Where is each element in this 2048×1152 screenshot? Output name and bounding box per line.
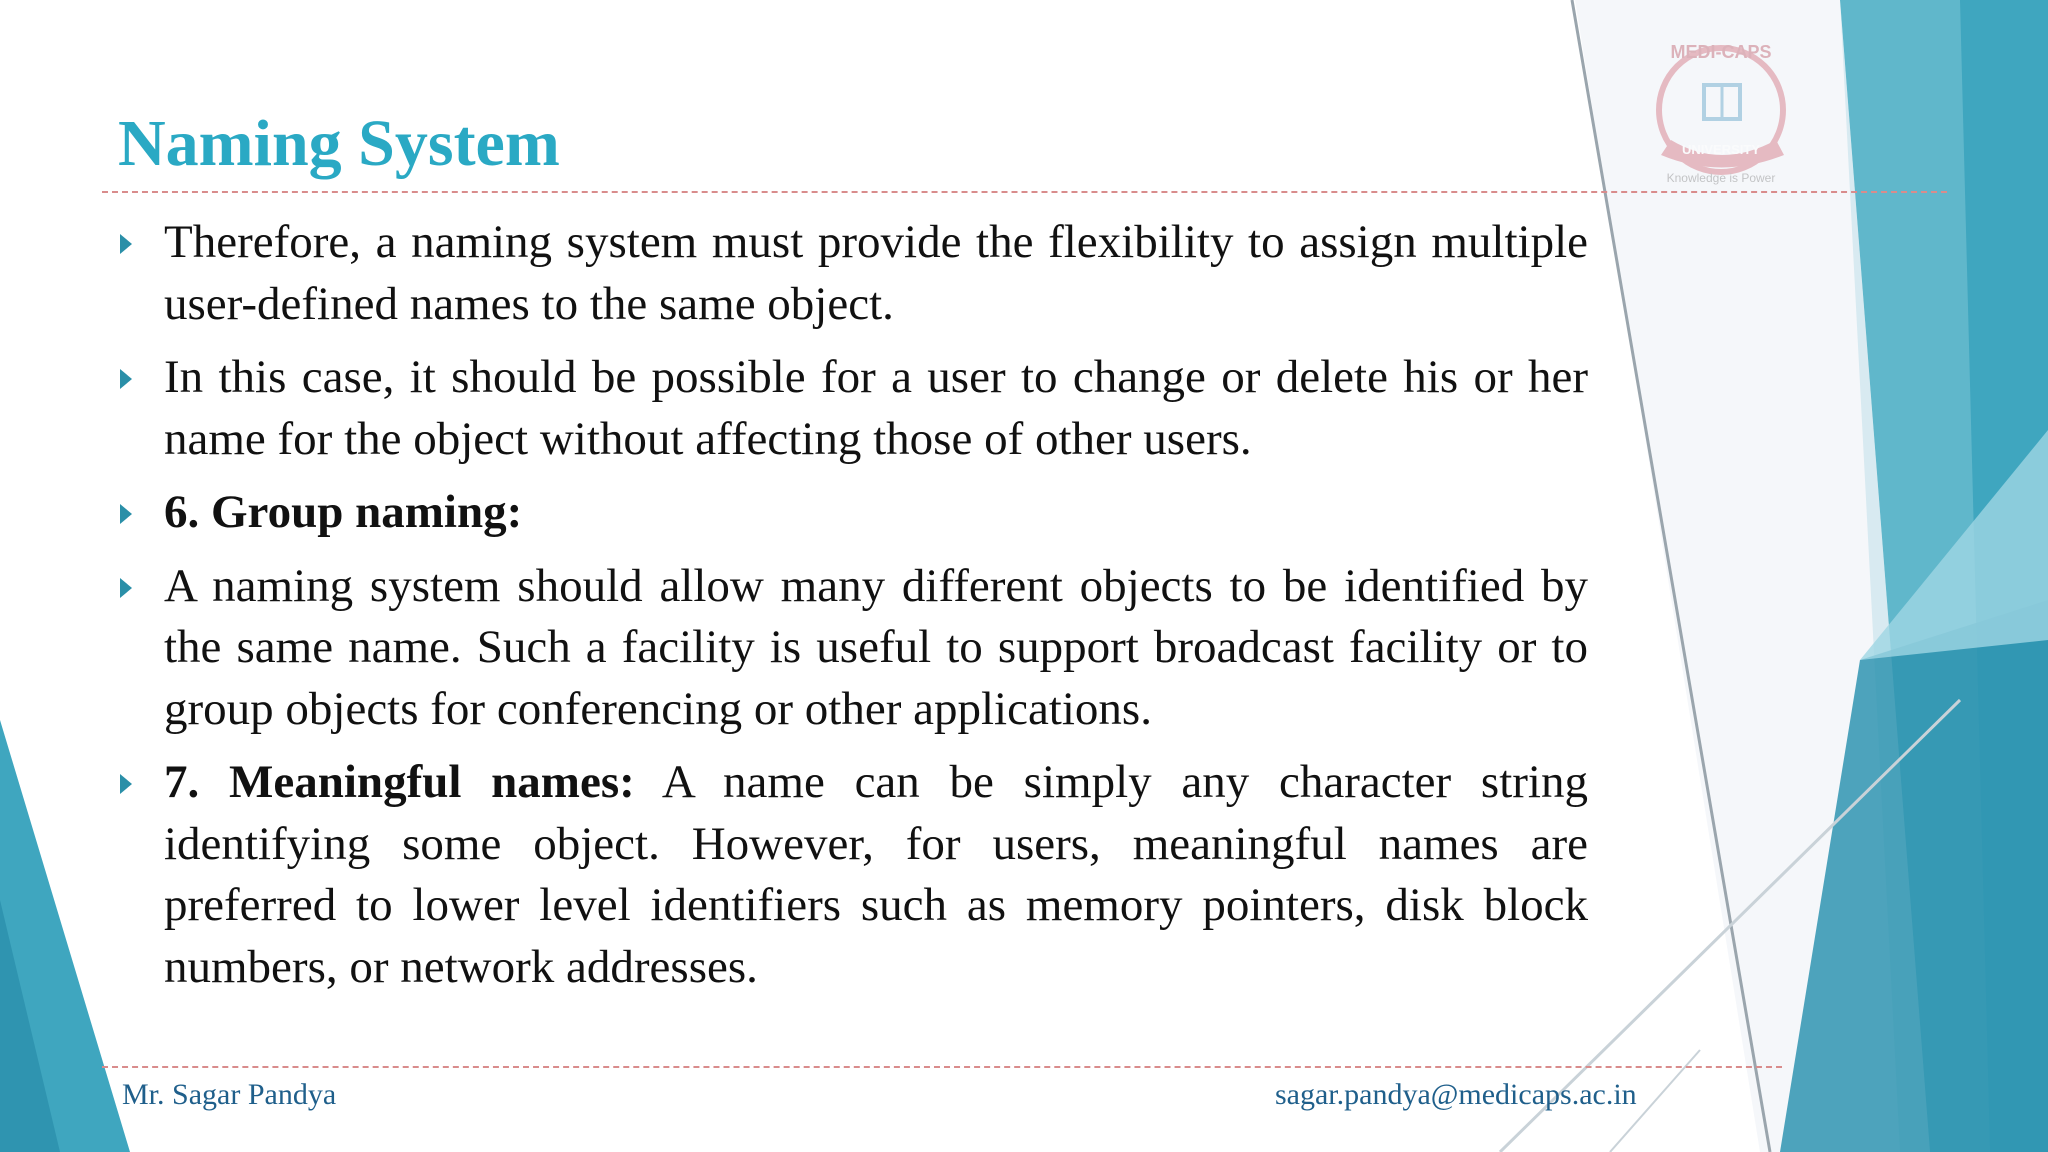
bullet-item — [118, 347, 1588, 470]
slide-title: Naming System — [118, 107, 560, 180]
footer-email: sagar.pandya@medicaps.ac.in — [1275, 1078, 1637, 1111]
bullet-item — [118, 212, 1588, 335]
bullet-text: A name can be simply any character string identifying some object. However, for users, meaningful names are preferred to lower level identifiers such as memory pointers, disk block numbers, or network addresses. — [164, 756, 1588, 993]
bullet-arrow-icon — [120, 578, 132, 598]
bullet-text: In this case, it should be possible for a user to change or delete his or her name for the object without affecting those of other users. — [164, 351, 1588, 465]
bullet-arrow-icon — [120, 504, 132, 524]
footer-divider — [102, 1066, 1782, 1068]
bullet-arrow-icon — [120, 774, 132, 794]
bullet-bold-text: 7. Meaningful names: — [164, 756, 635, 808]
bullet-list — [118, 212, 1588, 1010]
bullet-item — [118, 482, 1588, 544]
logo-name-text: MEDI-CAPS — [1670, 42, 1772, 62]
bullet-item — [118, 752, 1588, 998]
title-divider — [102, 191, 1947, 193]
bullet-arrow-icon — [120, 234, 132, 254]
logo-banner-text: UNIVERSITY — [1681, 142, 1761, 157]
logo-tagline-text: Knowledge is Power — [1666, 171, 1776, 185]
medicaps-logo — [1616, 30, 1836, 195]
bullet-arrow-icon — [120, 369, 132, 389]
bullet-item — [118, 556, 1588, 741]
bullet-text: Therefore, a naming system must provide the flexibility to assign multiple user-defined names to the same object. — [164, 216, 1588, 330]
bullet-bold-text: 6. Group naming: — [164, 486, 523, 538]
bullet-text: A naming system should allow many different objects to be identified by the same name. Such a facility is useful to support broadcast facility or to group objects for conferencing or other applications. — [164, 559, 1588, 735]
footer-author: Mr. Sagar Pandya — [122, 1078, 337, 1111]
